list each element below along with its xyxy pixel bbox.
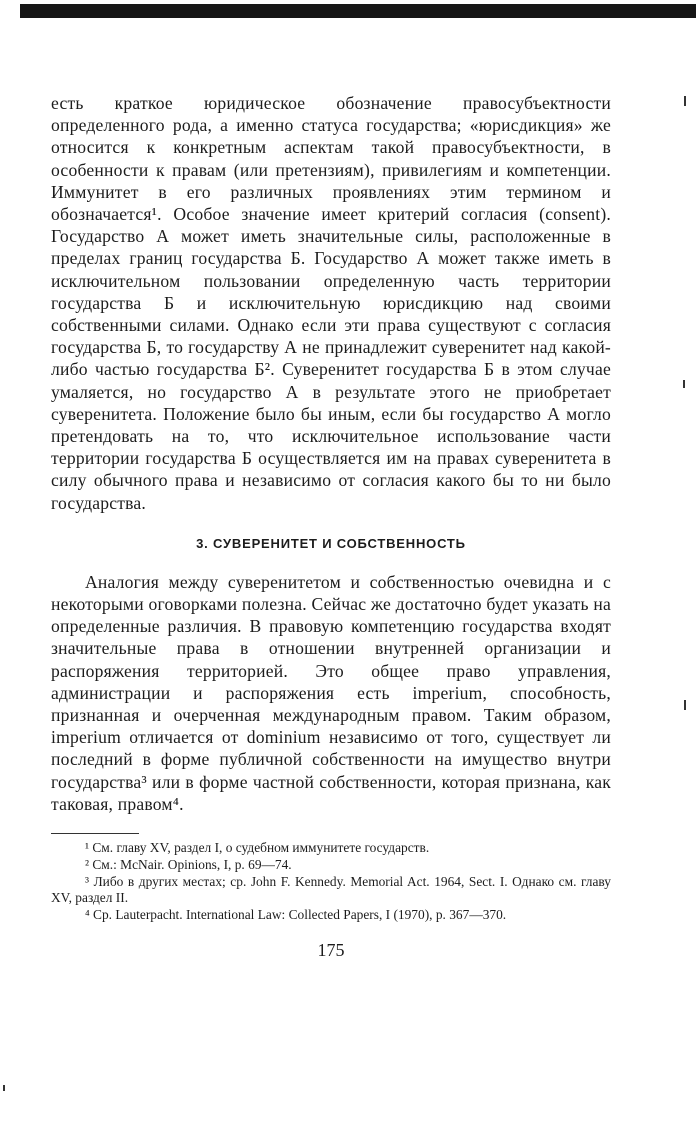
page-number: 175: [317, 940, 345, 961]
scan-top-edge: [20, 4, 696, 18]
footnote-3: ³ Либо в других местах; ср. John F. Kennedy. Memorial Act. 1964, Sect. I. Однако см. главу XV, раздел II.: [51, 873, 611, 906]
footnote-1: ¹ См. главу XV, раздел I, о судебном иммунитете государств.: [85, 840, 430, 856]
scan-speck: [684, 96, 686, 106]
footnote-4: ⁴ Ср. Lauterpacht. International Law: Collected Papers, I (1970), p. 367—370.: [85, 907, 507, 923]
scan-speck: [3, 1085, 5, 1091]
footnotes: [51, 840, 611, 924]
scan-speck: [684, 700, 686, 710]
scan-speck: [683, 380, 685, 388]
section-heading: 3. СУВЕРЕНИТЕТ И СОБСТВЕННОСТЬ: [196, 535, 466, 551]
book-page: [51, 92, 611, 961]
paragraph-2: Аналогия между суверенитетом и собственностью очевидна и с некоторыми оговорками полезна. Сейчас же достаточно будет указать на определенные различия. В правовую компетенцию государства входят значительные права в отношении внутренней организации и распоряжения территорией. Это общее право управления, администрации и распоряжения есть imperium, способность, признанная и очерченная международным правом. Таким образом, imperium отличается от dominium независимо от того, существует ли последний в форме публичной собственности на имущество внутри государства³ или в форме частной собственности, которая признана, как таковая, правом⁴.: [51, 571, 611, 814]
paragraph-1: есть краткое юридическое обозначение правосубъектности определенного рода, а именно статуса государства; «юрисдикция» же относится к конкретным аспектам такой правосубъектности, в особенности к правам (или претензиям), привилегиям и компетенции. Иммунитет в его различных проявлениях этим термином и обозначается¹. Особое значение имеет критерий согласия (consent). Государство А может иметь значительные силы, расположенные в пределах границ государства Б. Государство А может также иметь в исключительном пользовании определенную часть территории государства Б и исключительную юрисдикцию над своими собственными силами. Однако если эти права существуют с согласия государства Б, то государству А не принадлежит суверенитет над какой-либо частью государства Б². Суверенитет государства Б в этом случае умаляется, но государство А в результате этого не приобретает суверенитета. Положение было бы иным, если бы государство А могло претендовать на то, что исключительное использование части территории государства Б осуществляется им на правах суверенитета в силу обычного права и независимо от согласия какого бы то ни было государства.: [51, 93, 611, 513]
footnote-rule: [51, 833, 139, 834]
footnote-2: ² См.: McNair. Opinions, I, p. 69—74.: [85, 856, 292, 872]
